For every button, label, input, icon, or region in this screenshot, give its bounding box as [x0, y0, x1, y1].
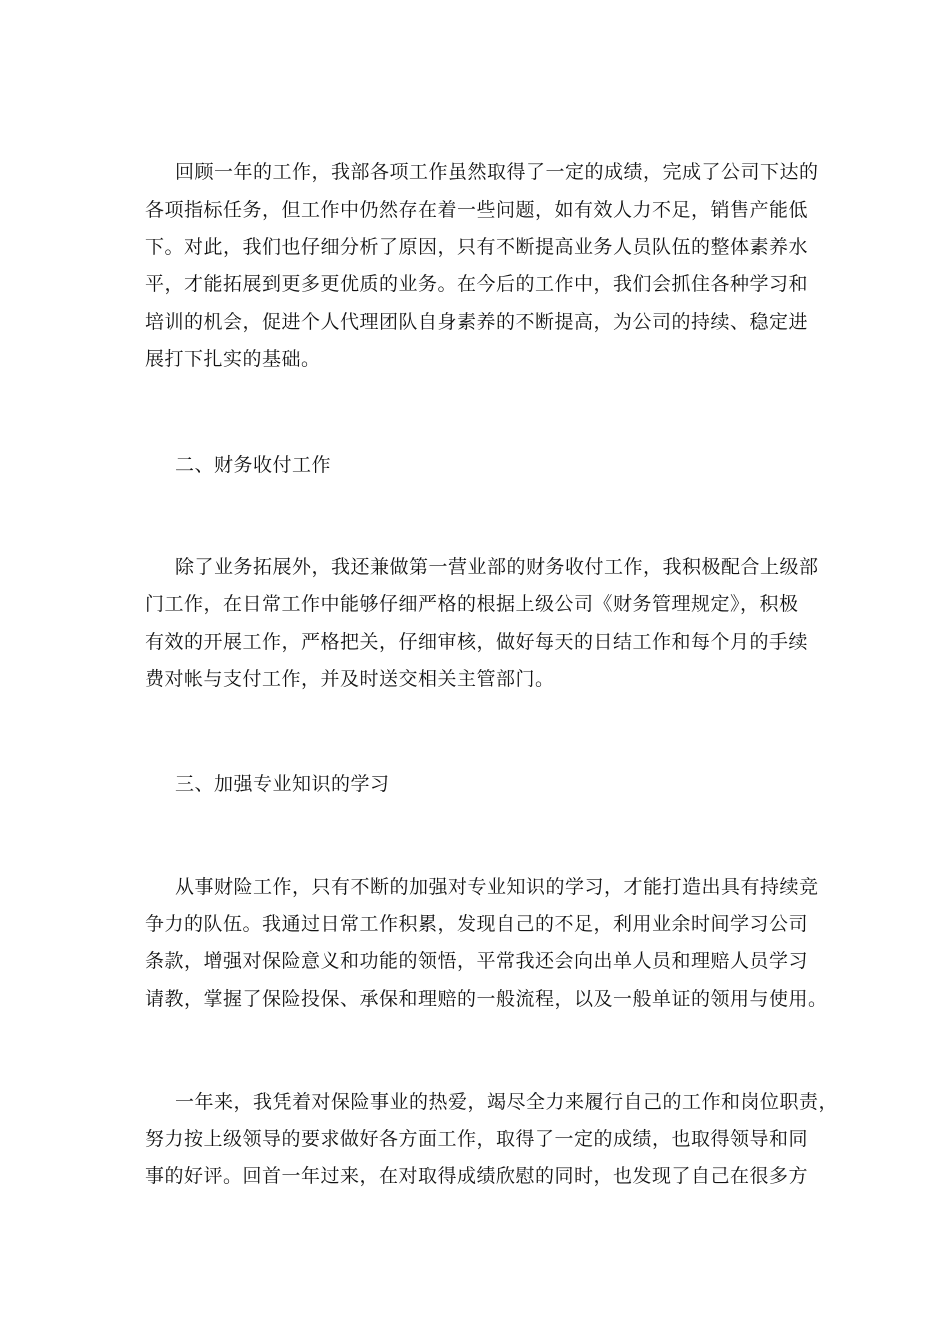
text-line: 费对帐与支付工作，并及时送交相关主管部门。 [145, 668, 555, 690]
text-line: 事的好评。回首一年过来，在对取得成绩欣慰的同时，也发现了自己在很多方 [145, 1165, 809, 1187]
text-line: 下。对此，我们也仔细分析了原因，只有不断提高业务人员队伍的整体素养水 [145, 236, 809, 258]
text-line: 努力按上级领导的要求做好各方面工作，取得了一定的成绩，也取得领导和同 [145, 1128, 809, 1150]
text-line: 条款，增强对保险意义和功能的领悟，平常我还会向出单人员和理赔人员学习 [145, 950, 809, 972]
text-line: 培训的机会，促进个人代理团队自身素养的不断提高，为公司的持续、稳定进 [145, 311, 809, 333]
text-line: 回顾一年的工作，我部各项工作虽然取得了一定的成绩，完成了公司下达的 [175, 161, 819, 183]
text-line: 展打下扎实的基础。 [145, 348, 321, 370]
text-line: 门工作，在日常工作中能够仔细严格的根据上级公司《财务管理规定》，积极 [145, 593, 799, 615]
section-heading-finance: 二、财务收付工作 [175, 454, 332, 476]
section-heading-study: 三、加强专业知识的学习 [175, 773, 390, 795]
text-line: 各项指标任务，但工作中仍然存在着一些问题，如有效人力不足，销售产能低 [145, 199, 809, 221]
text-line: 争力的队伍。我通过日常工作积累，发现自己的不足，利用业余时间学习公司 [145, 913, 809, 935]
text-line: 从事财险工作，只有不断的加强对专业知识的学习，才能打造出具有持续竞 [175, 876, 819, 898]
text-line: 有效的开展工作，严格把关，仔细审核，做好每天的日结工作和每个月的手续 [145, 631, 809, 653]
text-line: 平，才能拓展到更多更优质的业务。在今后的工作中，我们会抓住各种学习和 [145, 273, 809, 295]
text-line: 一年来，我凭着对保险事业的热爱，竭尽全力来履行自己的工作和岗位职责， [175, 1091, 839, 1113]
text-line: 除了业务拓展外，我还兼做第一营业部的财务收付工作，我积极配合上级部 [175, 556, 819, 578]
text-line: 请教，掌握了保险投保、承保和理赔的一般流程，以及一般单证的领用与使用。 [145, 988, 828, 1010]
